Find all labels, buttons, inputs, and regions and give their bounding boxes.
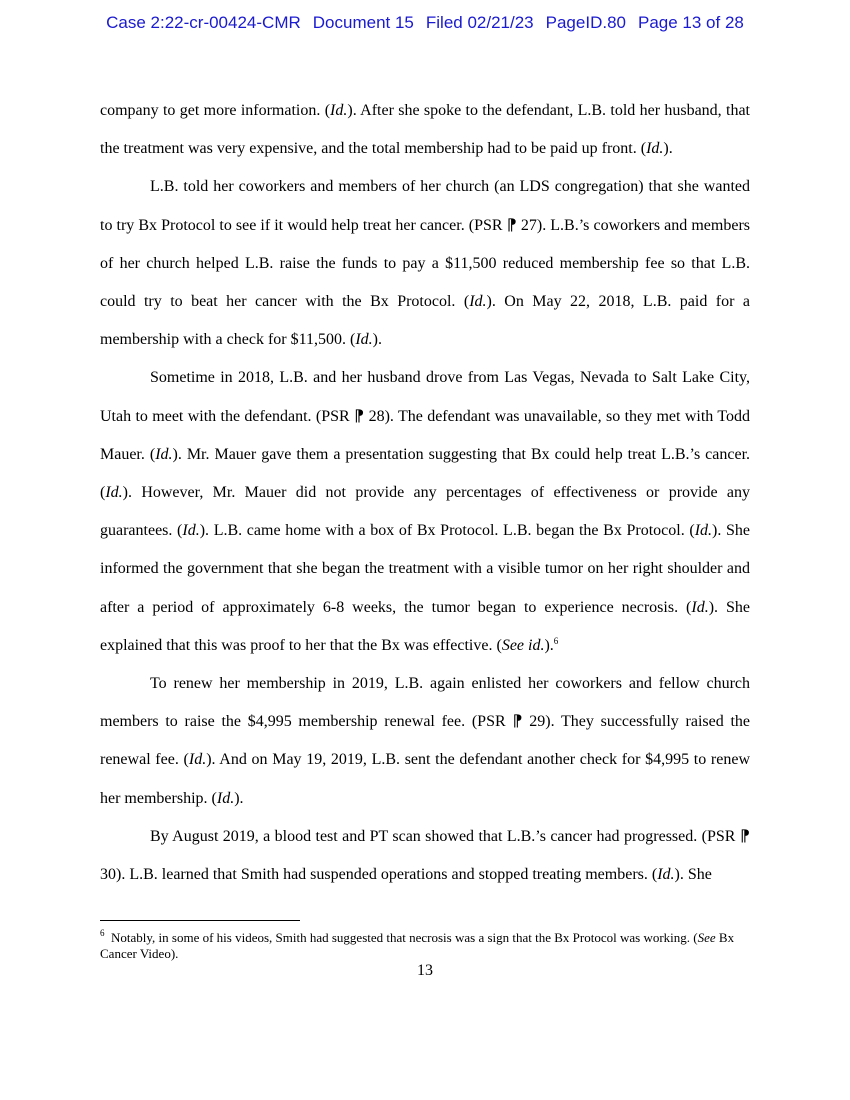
footnote-text: Notably, in some of his videos, Smith had suggested that necrosis was a sign that the Bx Protocol was working. (See Bx Cancer Video). <box>100 930 735 961</box>
footnote-marker: 6 <box>100 928 105 938</box>
page-id: PageID.80 <box>545 13 626 32</box>
page-count: Page 13 of 28 <box>637 13 744 32</box>
footnote-divider <box>100 920 300 921</box>
footnote <box>100 930 750 962</box>
body-paragraph: To renew her membership in 2019, L.B. again enlisted her coworkers and fellow church members to raise the $4,995 membership renewal fee. (PSR ⁋ 29). They successfully raised the renewal fee. (Id.). And on May 19, 2019, L.B. sent the defendant another check for $4,995 to renew her membership. (Id.). <box>100 675 751 807</box>
body-text <box>100 92 750 894</box>
body-paragraph: L.B. told her coworkers and members of her church (an LDS congregation) that she wanted to try Bx Protocol to see if it would help treat her cancer. (PSR ⁋ 27). L.B.’s coworkers and members of her church helped L.B. raise the funds to pay a $11,500 reduced membership fee so that L.B. could try to beat her cancer with the Bx Protocol. (Id.). On May 22, 2018, L.B. paid for a membership with a check for $11,500. (Id.). <box>100 178 750 349</box>
page-number: 13 <box>417 962 433 979</box>
document-number: Document 15 <box>312 13 414 32</box>
case-header <box>0 13 850 33</box>
body-paragraph: By August 2019, a blood test and PT scan showed that L.B.’s cancer had progressed. (PSR ⁋ 30). L.B. learned that Smith had suspended operations and stopped treating members. (Id.). She <box>100 827 750 884</box>
filed-date: Filed 02/21/23 <box>425 13 534 32</box>
case-number: Case 2:22-cr-00424-CMR <box>106 13 301 32</box>
body-paragraph: company to get more information. (Id.). After she spoke to the defendant, L.B. told her husband, that the treatment was very expensive, and the total membership had to be paid up front. (Id.). <box>100 102 750 158</box>
body-paragraph: Sometime in 2018, L.B. and her husband drove from Las Vegas, Nevada to Salt Lake City, Utah to meet with the defendant. (PSR ⁋ 28). The defendant was unavailable, so they met with Todd Mauer. (Id.). Mr. Mauer gave them a presentation suggesting that Bx could help treat L.B.’s cancer. (Id.). However, Mr. Mauer did not provide any percentages of effectiveness or provide any guarantees. (Id.). L.B. came home with a box of Bx Protocol. L.B. began the Bx Protocol. (Id.). She informed the government that she began the treatment with a visible tumor on her right shoulder and after a period of approximately 6-8 weeks, the tumor began to experience necrosis. (Id.). She explained that this was proof to her that the Bx was effective. (See id.).$^6$ <box>100 369 751 654</box>
